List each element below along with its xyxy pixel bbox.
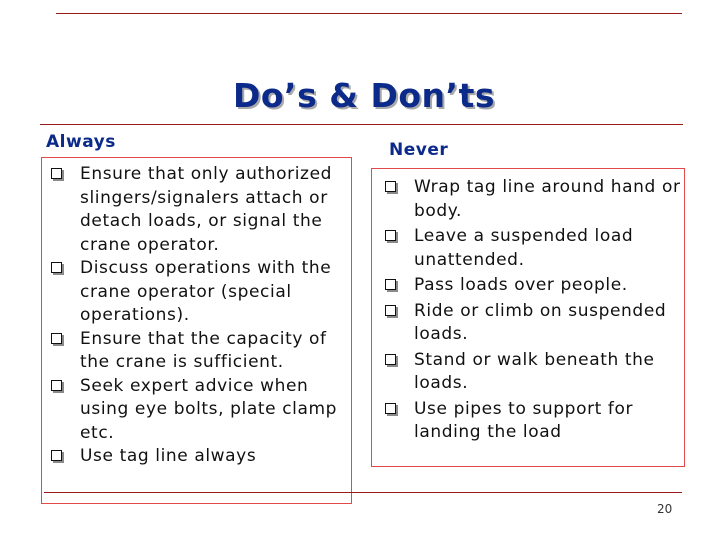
square-bullet-icon <box>51 380 62 391</box>
square-bullet-icon <box>385 354 396 365</box>
never-item-text: Leave a suspended load unattended. <box>414 226 634 270</box>
square-bullet-icon <box>51 262 62 273</box>
always-item <box>47 163 347 257</box>
square-bullet-icon <box>51 168 62 179</box>
always-item-text: Seek expert advice when using eye bolts, plate clamp etc. <box>80 375 338 443</box>
never-item <box>381 176 681 223</box>
never-item-text: Pass loads over people. <box>414 275 628 295</box>
always-item-text: Discuss operations with the crane operator (special operations). <box>80 258 332 325</box>
never-item <box>381 398 681 445</box>
never-item-text: Wrap tag line around hand or body. <box>414 177 681 221</box>
always-heading: Always <box>46 132 116 152</box>
page-number: 20 <box>657 502 673 516</box>
never-item <box>381 225 681 272</box>
square-bullet-icon <box>385 403 396 414</box>
title-rule <box>40 124 683 125</box>
square-bullet-icon <box>385 305 396 316</box>
always-item <box>47 375 347 446</box>
never-list <box>381 176 681 447</box>
always-item <box>47 328 347 375</box>
never-heading: Never <box>389 140 449 160</box>
square-bullet-icon <box>385 279 396 290</box>
bottom-rule <box>44 492 682 493</box>
always-item-text: Use tag line always <box>80 446 257 466</box>
never-item-text: Use pipes to support for landing the load <box>414 398 634 442</box>
slide-title: Do’s & Don’ts <box>232 76 495 115</box>
never-item <box>381 274 681 298</box>
never-item <box>381 300 681 347</box>
never-item-text: Ride or climb on suspended loads. <box>414 300 667 344</box>
never-item <box>381 349 681 396</box>
square-bullet-icon <box>51 450 62 461</box>
square-bullet-icon <box>51 333 62 344</box>
always-item-text: Ensure that only authorized slingers/signalers attach or detach loads, or signal the crane operator. <box>80 164 333 255</box>
always-list <box>47 163 347 469</box>
always-item-text: Ensure that the capacity of the crane is sufficient. <box>80 328 327 372</box>
never-item-text: Stand or walk beneath the loads. <box>414 349 655 393</box>
square-bullet-icon <box>385 181 396 192</box>
square-bullet-icon <box>385 230 396 241</box>
always-item <box>47 445 347 469</box>
top-rule <box>56 13 682 14</box>
always-item <box>47 257 347 328</box>
